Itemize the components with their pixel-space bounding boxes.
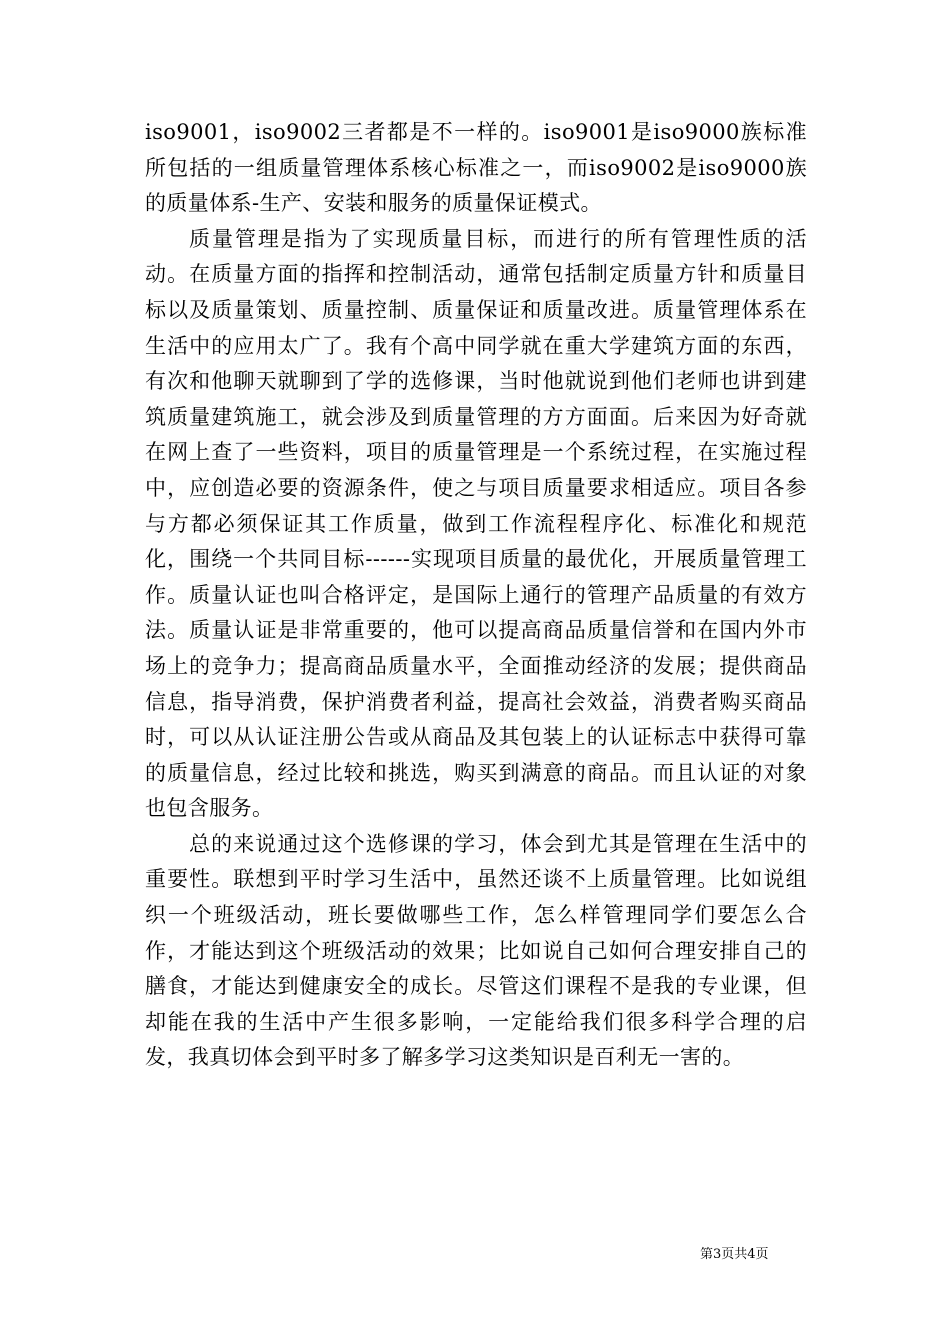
document-body bbox=[145, 115, 807, 1076]
paragraph-conclusion: 总的来说通过这个选修课的学习，体会到尤其是管理在生活中的重要性。联想到平时学习生活中，虽然还谈不上质量管理。比如说组织一个班级活动，班长要做哪些工作，怎么样管理同学们要怎么合作，才能达到这个班级活动的效果；比如说自己如何合理安排自己的膳食，才能达到健康安全的成长。尽管这们课程不是我的专业课，但却能在我的生活中产生很多影响，一定能给我们很多科学合理的启发，我真切体会到平时多了解多学习这类知识是百利无一害的。 bbox=[145, 831, 807, 1070]
paragraph-quality-management: 质量管理是指为了实现质量目标，而进行的所有管理性质的活动。在质量方面的指挥和控制活动，通常包括制定质量方针和质量目标以及质量策划、质量控制、质量保证和质量改进。质量管理体系在生活中的应用太广了。我有个高中同学就在重大学建筑方面的东西，有次和他聊天就聊到了学的选修课，当时他就说到他们老师也讲到建筑质量建筑施工，就会涉及到质量管理的方方面面。后来因为好奇就在网上查了一些资料，项目的质量管理是一个系统过程，在实施过程中，应创造必要的资源条件，使之与项目质量要求相适应。项目各参与方都必须保证其工作质量，做到工作流程程序化、标准化和规范化，围绕一个共同目标------实现项目质量的最优化，开展质量管理工作。质量认证也叫合格评定，是国际上通行的管理产品质量的有效方法。质量认证是非常重要的，他可以提高商品质量信誉和在国内外市场上的竞争力；提高商品质量水平，全面推动经济的发展；提供商品信息，指导消费，保护消费者利益，提高社会效益，消费者购买商品时，可以从认证注册公告或从商品及其包装上的认证标志中获得可靠的质量信息，经过比较和挑选，购买到满意的商品。而且认证的对象也包含服务。 bbox=[145, 226, 807, 821]
page-number-footer: 第3页共4页 bbox=[700, 1247, 769, 1262]
paragraph-iso-standards: iso9001，iso9002三者都是不一样的。iso9001是iso9000族标准所包括的一组质量管理体系核心标准之一，而iso9002是iso9000族的质量体系-生产、安装和服务的质量保证模式。 bbox=[145, 120, 807, 216]
